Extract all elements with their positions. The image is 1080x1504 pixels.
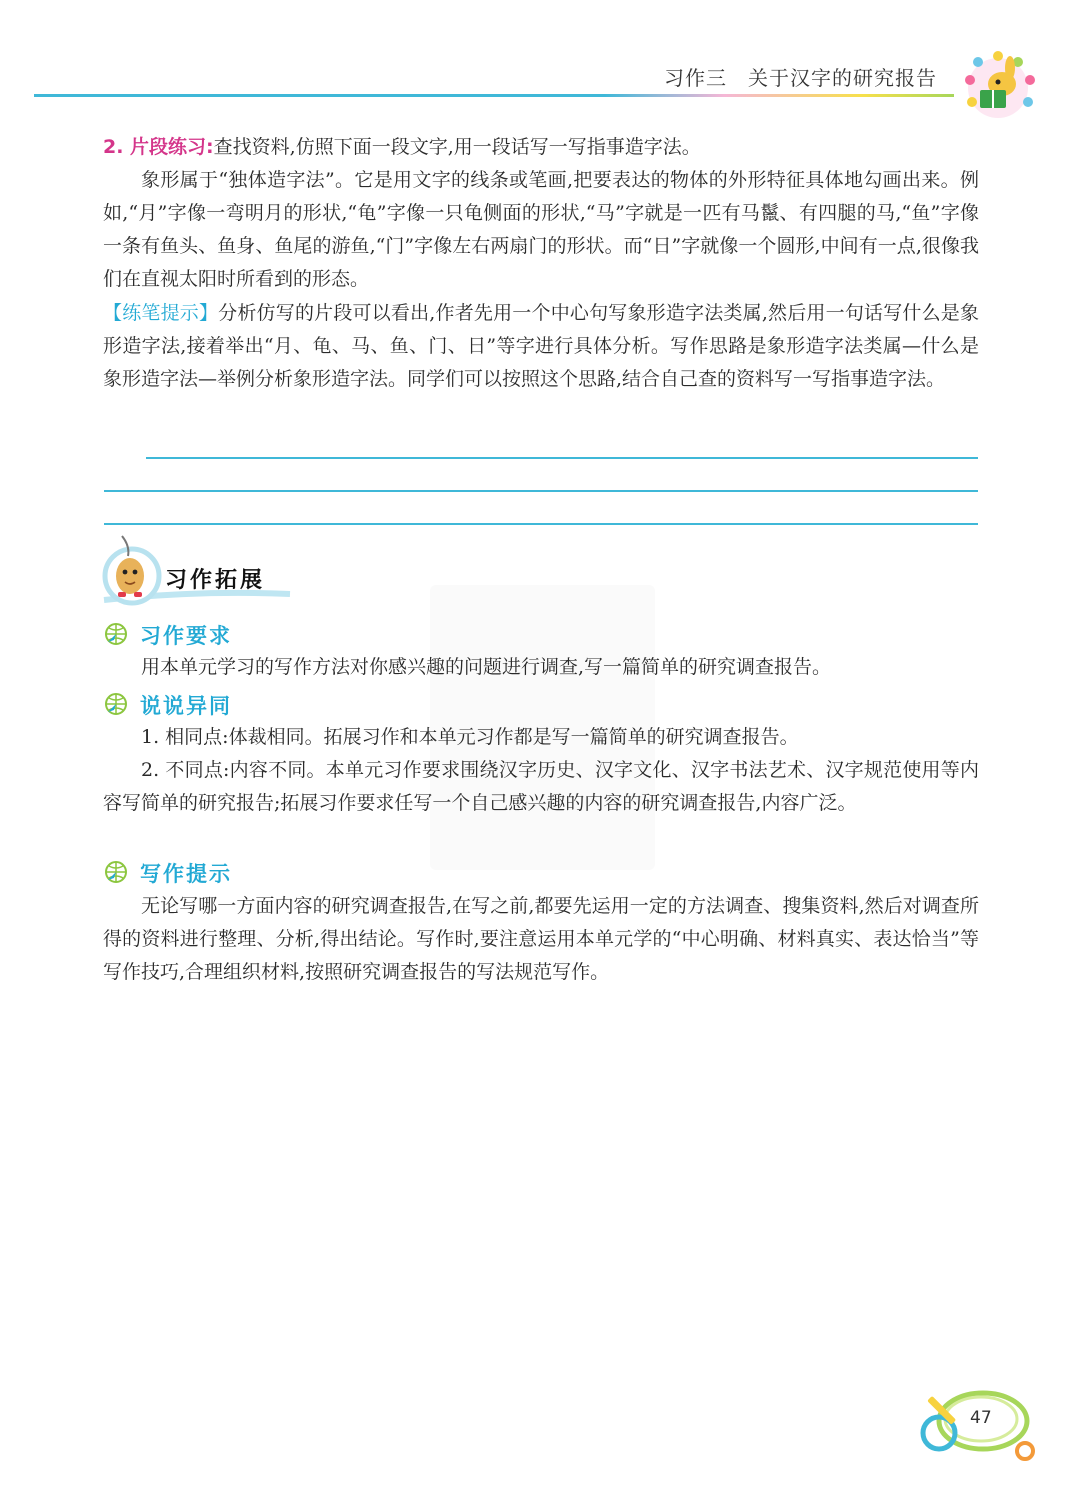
requirements-text: 用本单元学习的写作方法对你感兴趣的问题进行调查,写一篇简单的研究调查报告。 [141,656,832,678]
writing-line[interactable] [104,523,978,525]
writing-tip [103,297,979,396]
section-title: 习作拓展 [165,568,266,593]
comparison-title: 说说异同 [140,694,232,718]
globe-arrow-icon [104,692,128,716]
writing-tip-label: 【练笔提示】 [103,302,219,324]
comparison-point-same: 1. 相同点:体裁相同。拓展习作和本单元习作都是写一篇简单的研究调查报告。 [141,726,799,748]
globe-arrow-icon [104,860,128,884]
page-number: 47 [970,1408,992,1428]
exercise-label: 2. 片段练习: [103,136,214,158]
chapter-title: 习作三 关于汉字的研究报告 [664,66,937,90]
exercise-instruction-text: 查找资料,仿照下面一段文字,用一段话写一写指事造字法。 [213,136,701,158]
tips-title: 写作提示 [140,862,232,886]
writing-line[interactable] [146,457,978,459]
reading-mascot-icon [958,50,1040,122]
globe-arrow-icon [104,622,128,646]
comparison-point-different: 2. 不同点:内容不同。本单元习作要求围绕汉字历史、汉字文化、汉字书法艺术、汉字规范使用等内容写简单的研究报告;拓展习作要求任写一个自己感兴趣的内容的研究调查报告,内容广泛。 [103,759,979,814]
exercise-instruction [103,131,979,164]
sample-passage: 象形属于“独体造字法”。它是用文字的线条或笔画,把要表达的物体的外形特征具体地勾画出来。例如,“月”字像一弯明月的形状,“龟”字像一只龟侧面的形状,“马”字就是一匹有马鬣、有四腿的马,“鱼”字像一条有鱼头、鱼身、鱼尾的游鱼,“门”字像左右两扇门的形状。而“日”字就像一个圆形,中间有一点,很像我们在直视太阳时所看到的形态。 [103,169,979,290]
header-divider [34,94,954,97]
requirements-title: 习作要求 [140,624,232,648]
writing-line[interactable] [104,490,978,492]
writing-tip-text: 分析仿写的片段可以看出,作者先用一个中心句写象形造字法类属,然后用一句话写什么是象形造字法,接着举出“月、龟、马、鱼、门、日”等字进行具体分析。写作思路是象形造字法类属—什么是象形造字法—举例分析象形造字法。同学们可以按照这个思路,结合自己查的资料写一写指事造字法。 [103,302,979,390]
tips-text: 无论写哪一方面内容的研究调查报告,在写之前,都要先运用一定的方法调查、搜集资料,然后对调查所得的资料进行整理、分析,得出结论。写作时,要注意运用本单元学的“中心明确、材料真实、表达恰当”等写作技巧,合理组织材料,按照研究调查报告的写法规范写作。 [103,895,979,983]
